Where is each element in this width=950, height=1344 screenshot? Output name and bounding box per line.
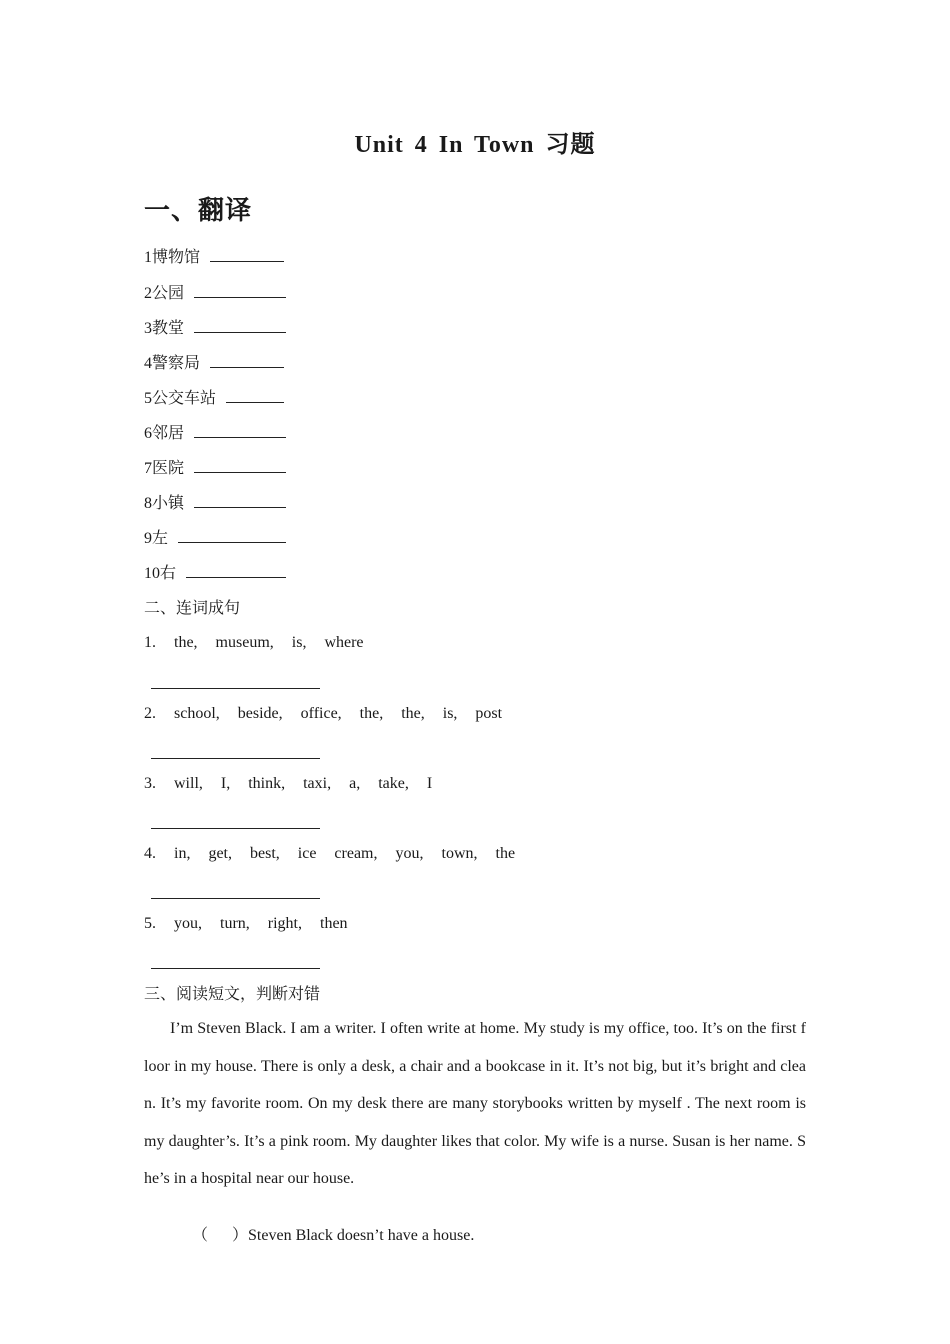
answer-line[interactable] xyxy=(151,757,320,759)
word-order-item: 5. you, turn, right, then xyxy=(144,915,348,932)
item-chinese-text: 右 xyxy=(160,565,177,582)
translation-item xyxy=(144,423,286,444)
answer-line[interactable] xyxy=(151,967,320,969)
answer-blank[interactable] xyxy=(194,283,286,298)
question-text: Steven Black doesn’t have a house. xyxy=(248,1227,475,1244)
page-title: Unit 4 In Town 习题 xyxy=(354,132,596,158)
word-order-item: 3. will, I, think, taxi, a, take, I xyxy=(144,775,433,792)
item-chinese-text: 教堂 xyxy=(152,320,185,337)
answer-line[interactable] xyxy=(151,687,320,689)
item-chinese-text: 医院 xyxy=(152,460,185,477)
judge-question xyxy=(176,1204,474,1263)
word-order-item: 4. in, get, best, ice cream, you, town, the xyxy=(144,845,516,862)
item-number: 3 xyxy=(144,320,152,337)
item-number: 6 xyxy=(144,425,152,442)
answer-blank[interactable] xyxy=(186,563,286,578)
item-chinese-text: 左 xyxy=(152,530,169,547)
answer-blank[interactable] xyxy=(226,388,284,403)
item-number: 9 xyxy=(144,530,152,547)
item-number: 5 xyxy=(144,390,152,407)
item-number: 7 xyxy=(144,460,152,477)
item-chinese-text: 博物馆 xyxy=(152,249,201,266)
item-number: 10 xyxy=(144,565,160,582)
translation-item xyxy=(144,388,284,409)
answer-line[interactable] xyxy=(151,897,320,899)
translation-item xyxy=(144,493,286,514)
answer-line[interactable] xyxy=(151,827,320,829)
section3-heading: 三、阅读短文，判断对错 xyxy=(144,986,321,1003)
answer-blank[interactable] xyxy=(210,247,284,262)
answer-blank[interactable] xyxy=(194,493,286,508)
item-number: 1 xyxy=(144,249,152,266)
translation-item xyxy=(144,283,286,304)
answer-bracket[interactable]: （ ） xyxy=(192,1227,249,1244)
answer-blank[interactable] xyxy=(194,423,286,438)
section2-heading: 二、连词成句 xyxy=(144,600,241,617)
item-chinese-text: 公园 xyxy=(152,285,185,302)
section1-heading: 一、翻译 xyxy=(144,196,253,225)
translation-item xyxy=(144,563,286,584)
word-order-item: 1. the, museum, is, where xyxy=(144,634,364,651)
item-chinese-text: 公交车站 xyxy=(152,390,217,407)
word-order-item: 2. school, beside, office, the, the, is, post xyxy=(144,705,503,722)
item-chinese-text: 警察局 xyxy=(152,355,201,372)
translation-item xyxy=(144,458,286,479)
translation-item xyxy=(144,247,284,268)
item-number: 2 xyxy=(144,285,152,302)
item-number: 4 xyxy=(144,355,152,372)
answer-blank[interactable] xyxy=(178,528,286,543)
answer-blank[interactable] xyxy=(194,318,286,333)
reading-passage: I’m Steven Black. I am a writer. I often write at home. My study is my office, too. It’s on the first floor in my house. There is only a desk, a chair and a bookcase in it. It’s not big, but it’s bright and clean. It’s my favorite room. On my desk there are many storybooks written by myself . The next room is my daughter’s. It’s a pink room. My daughter likes that color. My wife is a nurse. Susan is her name. She’s in a hospital near our house. xyxy=(144,1020,806,1187)
answer-blank[interactable] xyxy=(194,458,286,473)
item-chinese-text: 小镇 xyxy=(152,495,185,512)
item-number: 8 xyxy=(144,495,152,512)
translation-item xyxy=(144,353,284,374)
translation-item xyxy=(144,528,286,549)
answer-blank[interactable] xyxy=(210,353,284,368)
item-chinese-text: 邻居 xyxy=(152,425,185,442)
translation-item xyxy=(144,318,286,339)
